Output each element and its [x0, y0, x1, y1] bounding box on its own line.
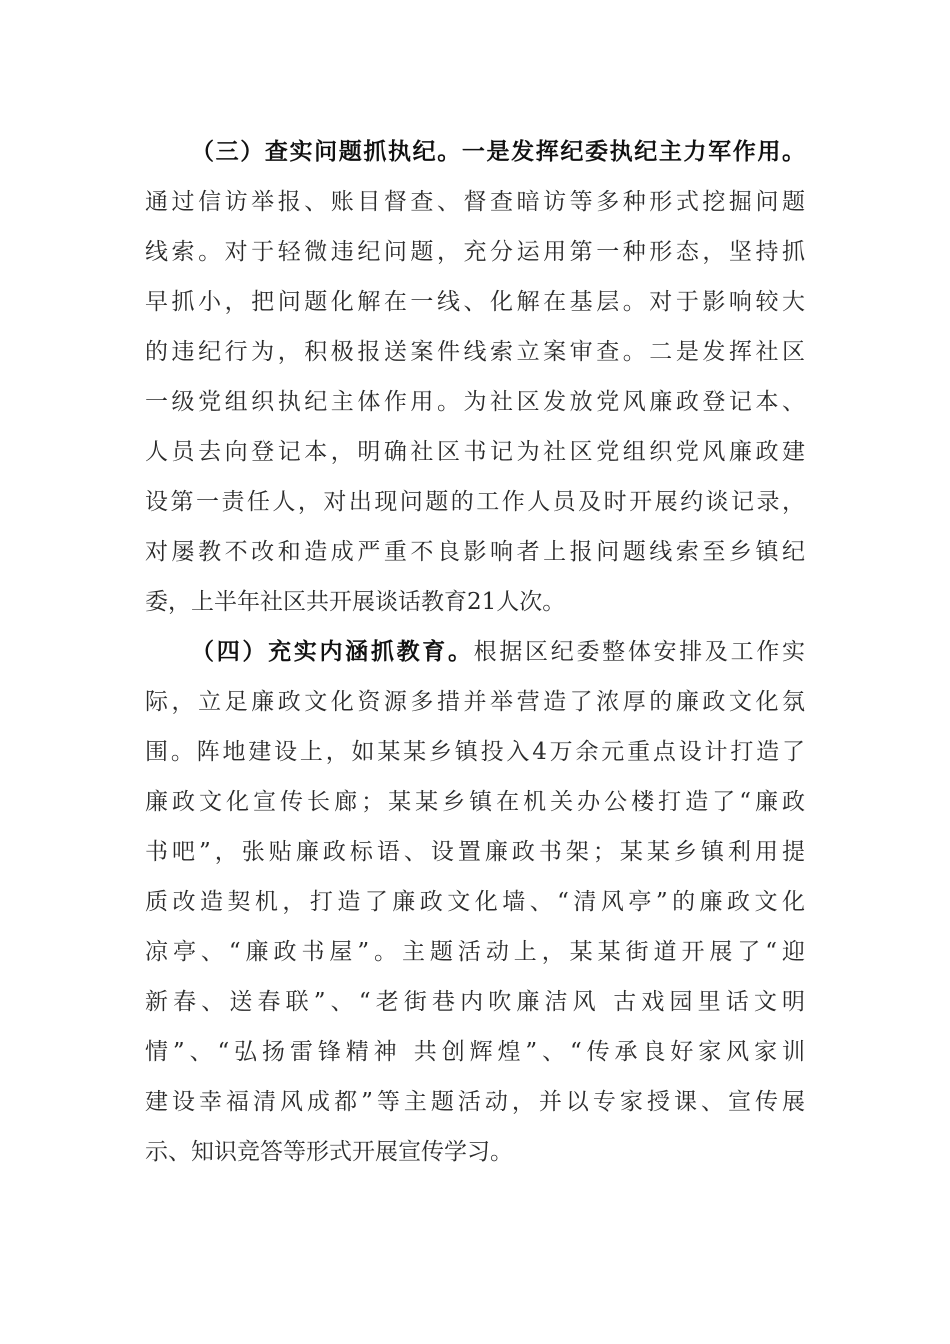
paragraph-section-3 — [145, 127, 805, 627]
text-line: 凉亭、“廉政书屋”。主题活动上，某某街道开展了“迎 — [145, 939, 805, 965]
text-line: 质改造契机，打造了廉政文化墙、“清风亭”的廉政文化 — [145, 889, 805, 915]
text-line: 对屡教不改和造成严重不良影响者上报问题线索至乡镇纪 — [145, 539, 805, 565]
text-line: 示、知识竞答等形式开展宣传学习。 — [145, 1139, 513, 1165]
section-heading: （四）充实内涵抓教育。 — [191, 639, 474, 665]
text-line: 际，立足廉政文化资源多措并举营造了浓厚的廉政文化氛 — [145, 689, 805, 715]
text-line: 一级党组织执纪主体作用。为社区发放党风廉政登记本、 — [145, 389, 805, 415]
text-line: 通过信访举报、账目督查、督查暗访等多种形式挖掘问题 — [145, 189, 805, 215]
text-line: 线索。对于轻微违纪问题，充分运用第一种形态，坚持抓 — [145, 239, 805, 265]
text-line: 早抓小，把问题化解在一线、化解在基层。对于影响较大 — [145, 289, 805, 315]
text-line: 情”、“弘扬雷锋精神 共创辉煌”、“传承良好家风家训 — [145, 1039, 805, 1065]
text-line: 书吧”，张贴廉政标语、设置廉政书架；某某乡镇利用提 — [145, 839, 805, 865]
paragraph-section-4 — [145, 627, 805, 1177]
text-line: 人员去向登记本，明确社区书记为社区党组织党风廉政建 — [145, 439, 805, 465]
text-line: 委，上半年社区共开展谈话教育21人次。 — [145, 589, 566, 615]
text-line: 的违纪行为，积极报送案件线索立案审查。二是发挥社区 — [145, 339, 805, 365]
text-line: 建设幸福清风成都”等主题活动，并以专家授课、宣传展 — [145, 1089, 805, 1115]
text-line: 廉政文化宣传长廊；某某乡镇在机关办公楼打造了“廉政 — [145, 789, 805, 815]
text-line: 设第一责任人，对出现问题的工作人员及时开展约谈记录， — [145, 489, 805, 515]
paragraph-first-line — [145, 127, 805, 177]
emphasis-text: 一是发挥纪委执纪主力军作用。 — [461, 139, 805, 165]
paragraph-first-line — [145, 627, 805, 677]
text-line: 新春、送春联”、“老街巷内吹廉洁风 古戏园里话文明 — [145, 989, 805, 1015]
text-segment: 根据区纪委整体安排及工作实 — [473, 639, 806, 665]
section-heading: （三）查实问题抓执纪。 — [191, 139, 462, 165]
text-line: 围。阵地建设上，如某某乡镇投入4万余元重点设计打造了 — [145, 739, 805, 765]
